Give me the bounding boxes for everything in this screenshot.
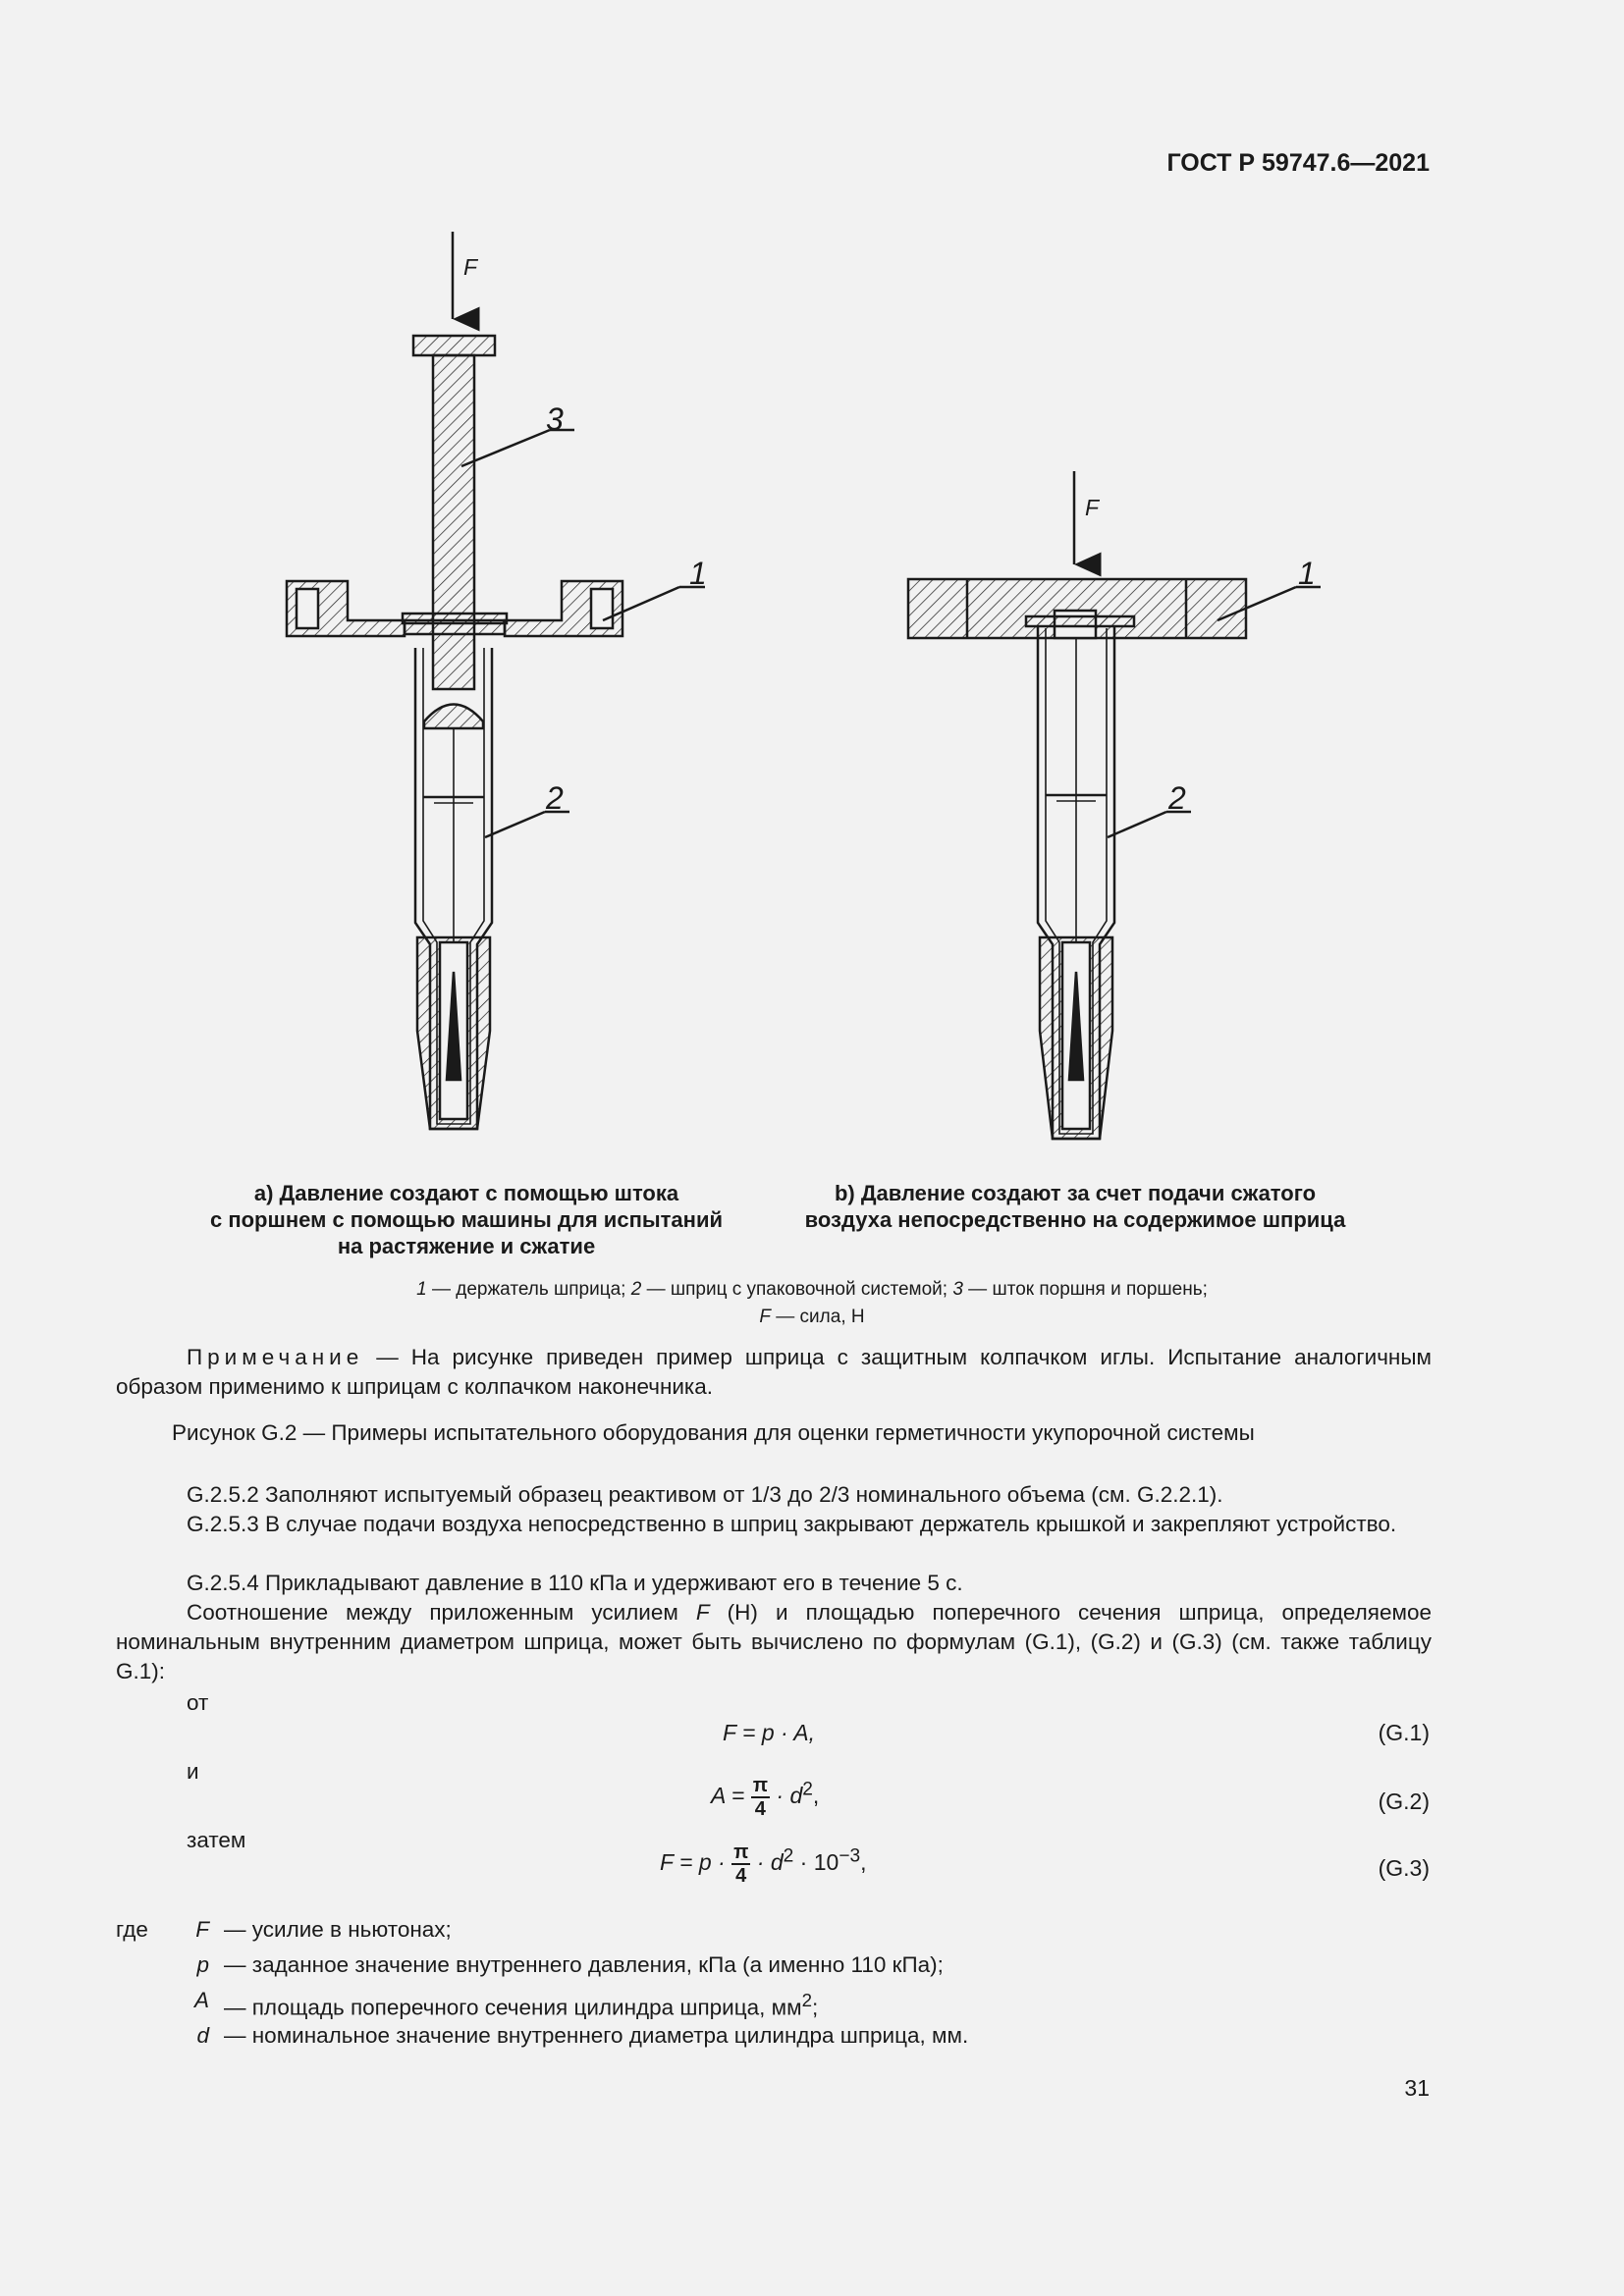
figure-title: Рисунок G.2 — Примеры испытательного оборудования для оценки герметичности укупорочной системы: [172, 1420, 1255, 1445]
label-3: 3: [546, 401, 564, 437]
where-item-d: d — номинальное значение внутреннего диаметра цилиндра шприца, мм.: [196, 2023, 969, 2048]
formula-number-g1: (G.1): [1378, 1720, 1430, 1745]
force-label-a: F: [463, 254, 478, 280]
drawing-b: [908, 471, 1321, 1139]
figure-note: Примечание — На рисунке приведен пример шприца с защитным колпачком иглы. Испытание аналогичным образом применимо к шприцам с колпачком наконечника.: [116, 1345, 1432, 1399]
paragraph-relation: Соотношение между приложенным усилием F (Н) и площадью поперечного сечения шприца, определяемое номинальным внутренним диаметром шприца, может быть вычислено по формулам (G.1), (G.2) и (G.3) (см. также таблицу G.1):: [116, 1600, 1432, 1683]
force-label-b: F: [1085, 495, 1100, 520]
label-1-a: 1: [689, 556, 707, 591]
label-2-a: 2: [546, 780, 564, 816]
word-then: затем: [187, 1828, 246, 1852]
caption-a: а) Давление создают с помощью штока с поршнем с помощью машины для испытаний на растяжение и сжатие: [209, 1181, 723, 1258]
formula-number-g3: (G.3): [1378, 1855, 1430, 1881]
formula-g3: F = p · $\frac{\pi}{4}$ · $d^2 \cdot 10^{-3}$,: [660, 1842, 867, 1887]
drawing-a: [287, 232, 705, 1129]
where-item-f: где F — усилие в ньютонах;: [116, 1917, 452, 1942]
plunger-head-a: [413, 336, 495, 355]
where-list: [116, 1912, 1432, 2054]
label-1-b: 1: [1298, 556, 1316, 591]
document-number: ГОСТ Р 59747.6—2021: [1166, 149, 1430, 177]
paragraph-g2-5-2: G.2.5.2 Заполняют испытуемый образец реактивом от 1/3 до 2/3 номинального объема (см. G.2.2.1).: [187, 1482, 1223, 1507]
paragraph-g2-5-3: G.2.5.3 В случае подачи воздуха непосредственно в шприц закрывают держатель крышкой и закрепляют устройство.: [187, 1512, 1397, 1536]
word-and: и: [187, 1759, 199, 1784]
where-item-p: p — заданное значение внутреннего давления, кПа (а именно 110 кПа);: [196, 1952, 944, 1977]
where-item-a: A — площадь поперечного сечения цилиндра шприца, $мм^2$;: [193, 1988, 819, 2020]
plunger-rod-a: [433, 355, 474, 689]
formula-number-g2: (G.2): [1378, 1789, 1430, 1814]
word-from: от: [187, 1690, 209, 1715]
label-2-b: 2: [1168, 780, 1186, 816]
formula-g2: A = $\frac{\pi}{4}$ · $d^2$,: [711, 1775, 820, 1820]
figure-legend: 1 — держатель шприца; 2 — шприц с упаковочной системой; 3 — шток поршня и поршень; F — сила, Н: [416, 1279, 1208, 1327]
paragraph-g2-5-4: G.2.5.4 Прикладывают давление в 110 кПа и удерживают его в течение 5 с.: [187, 1571, 963, 1595]
page-number: 31: [1404, 2075, 1430, 2101]
formula-g1: F = p · A,: [723, 1720, 815, 1745]
caption-b: b) Давление создают за счет подачи сжатого воздуха непосредственно на содержимое шприца: [804, 1181, 1346, 1232]
